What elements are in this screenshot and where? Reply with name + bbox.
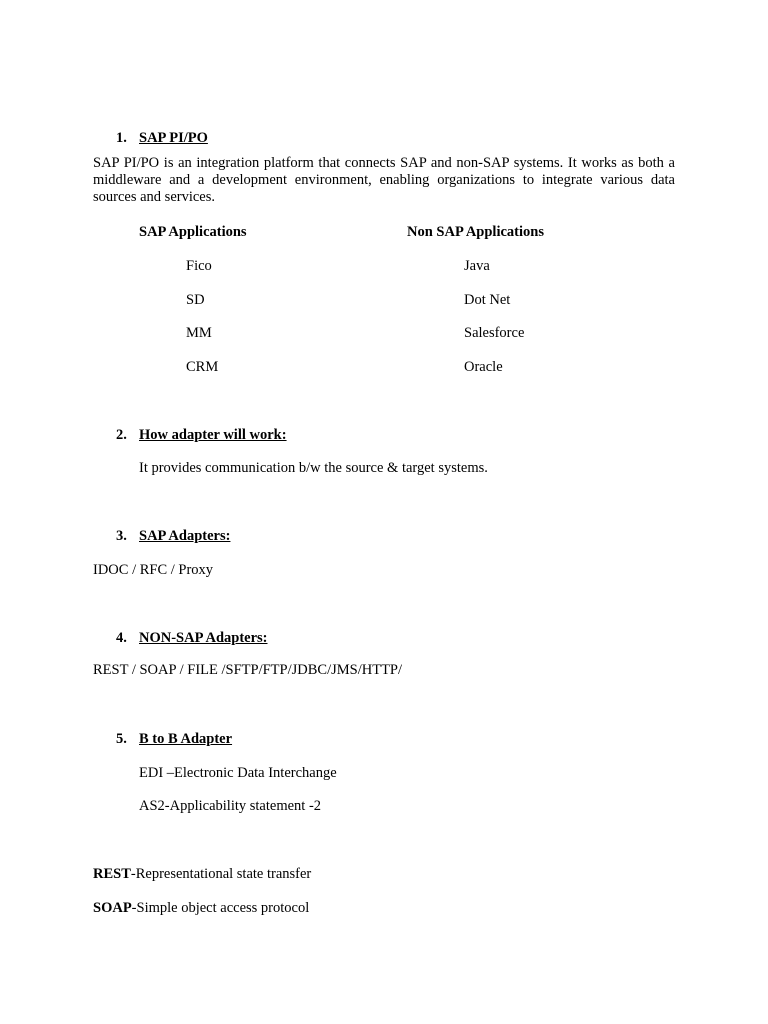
sap-app-item: CRM <box>186 359 219 375</box>
section-3-number: 3. <box>116 528 127 544</box>
section-2-text: It provides communication b/w the source & target systems. <box>139 460 488 476</box>
non-sap-app-item: Salesforce <box>464 325 525 341</box>
definition-rest <box>93 866 311 883</box>
non-sap-applications-header: Non SAP Applications <box>407 224 544 240</box>
section-1-paragraph: SAP PI/PO is an integration platform that connects SAP and non-SAP systems. It works as both a middleware and a development environment, enabling organizations to integrate various data sources and services. <box>93 155 675 205</box>
definition-description: -Representational state transfer <box>130 866 312 882</box>
sap-applications-header: SAP Applications <box>139 224 247 240</box>
section-4-title: NON-SAP Adapters: <box>139 630 268 646</box>
sap-app-item: Fico <box>186 258 212 274</box>
non-sap-app-item: Oracle <box>464 359 503 375</box>
section-2-title: How adapter will work: <box>139 427 287 443</box>
non-sap-app-item: Dot Net <box>464 292 511 308</box>
section-4-text: REST / SOAP / FILE /SFTP/FTP/JDBC/JMS/HTTP/ <box>93 662 403 678</box>
section-5-title: B to B Adapter <box>139 731 233 747</box>
section-1-title: SAP PI/PO <box>139 130 208 146</box>
definition-soap <box>93 900 309 917</box>
section-5-number: 5. <box>116 731 127 747</box>
section-3-text: IDOC / RFC / Proxy <box>93 562 214 578</box>
definition-term: SOAP <box>93 900 132 916</box>
non-sap-app-item: Java <box>464 258 490 274</box>
section-5-line: EDI –Electronic Data Interchange <box>139 765 337 781</box>
sap-app-item: SD <box>186 292 205 308</box>
section-4-number: 4. <box>116 630 127 646</box>
section-3-title: SAP Adapters: <box>139 528 231 544</box>
section-1-number: 1. <box>116 130 127 146</box>
sap-app-item: MM <box>186 325 212 341</box>
definition-description: -Simple object access protocol <box>131 900 310 916</box>
section-5-line: AS2-Applicability statement -2 <box>139 798 322 814</box>
section-2-number: 2. <box>116 427 127 443</box>
definition-term: REST <box>93 866 131 882</box>
